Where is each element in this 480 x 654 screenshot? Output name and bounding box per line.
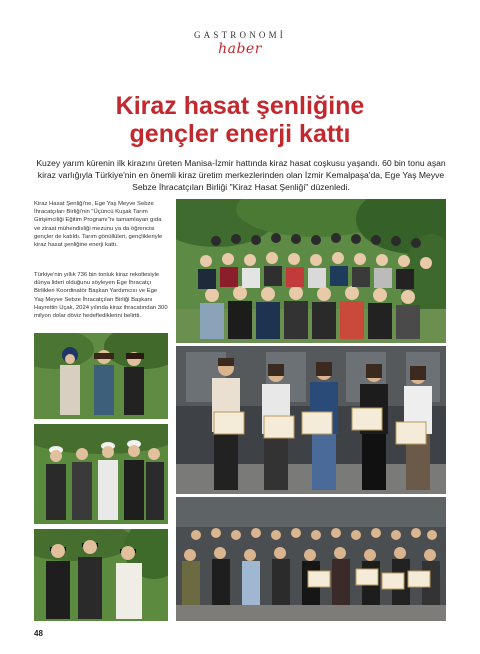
magazine-brand: GASTRONOMİ	[193, 30, 286, 40]
article-headline	[30, 92, 450, 148]
page-number: 48	[34, 629, 43, 638]
magazine-header	[0, 30, 480, 57]
orchard-photo-women-1	[34, 333, 168, 419]
article-lead: Kuzey yarım kürenin ilk kirazını üreten Manisa-İzmir hattında kiraz hasat coşkusu yaşandı. 60 bin tonu aşan kiraz varlığıyla Türkiye'nin en önemli kiraz üretim merkezlerinden olan İzmir Kemalpaşa'da, Ege Yaş Meyve Sebze İhracatçıları Birliği "Kiraz Hasat Şenliği" düzenledi.	[36, 158, 446, 192]
orchard-photo-women-3	[34, 529, 168, 621]
certificate-photo-2	[176, 497, 446, 621]
orchard-photo-women-2	[34, 424, 168, 524]
headline-line-2: gençler enerji kattı	[129, 120, 351, 148]
section-label: haber	[218, 41, 262, 57]
body-paragraph-2: Türkiye'nin yıllık 736 bin tonluk kiraz rekoltesiyle dünya lideri olduğunu söyleyen Ege İhracatçı Birlikleri Koordinatör Başkan Yardımcısı ve Ege Yaş Meyve Sebze İhracatçıları Birliği Başkanı Hayrettin Uçak, 2024 yılında kiraz ihracatından 300 milyon dolar döviz hedeflediklerini belirtti.	[34, 272, 168, 320]
group-photo-orchard	[176, 199, 446, 343]
certificate-photo-1	[176, 346, 446, 494]
body-paragraph-1: Kiraz Hasat Şenliği'ne, Ege Yaş Meyve Sebze İhracatçıları Birliği'nin "Üçüncü Kuşak Tarım Girişimciliği Eğitim Programı"nı tamamlayan gıda ve ziraat mühendisliği mezunu ya da öğrencisi gençler de katıldı. Tarım gönüllüleri, gençlikleriyle kiraz hasat şenliğine enerji kattı.	[34, 201, 163, 249]
headline-line-1: Kiraz hasat şenliğine	[115, 92, 365, 120]
